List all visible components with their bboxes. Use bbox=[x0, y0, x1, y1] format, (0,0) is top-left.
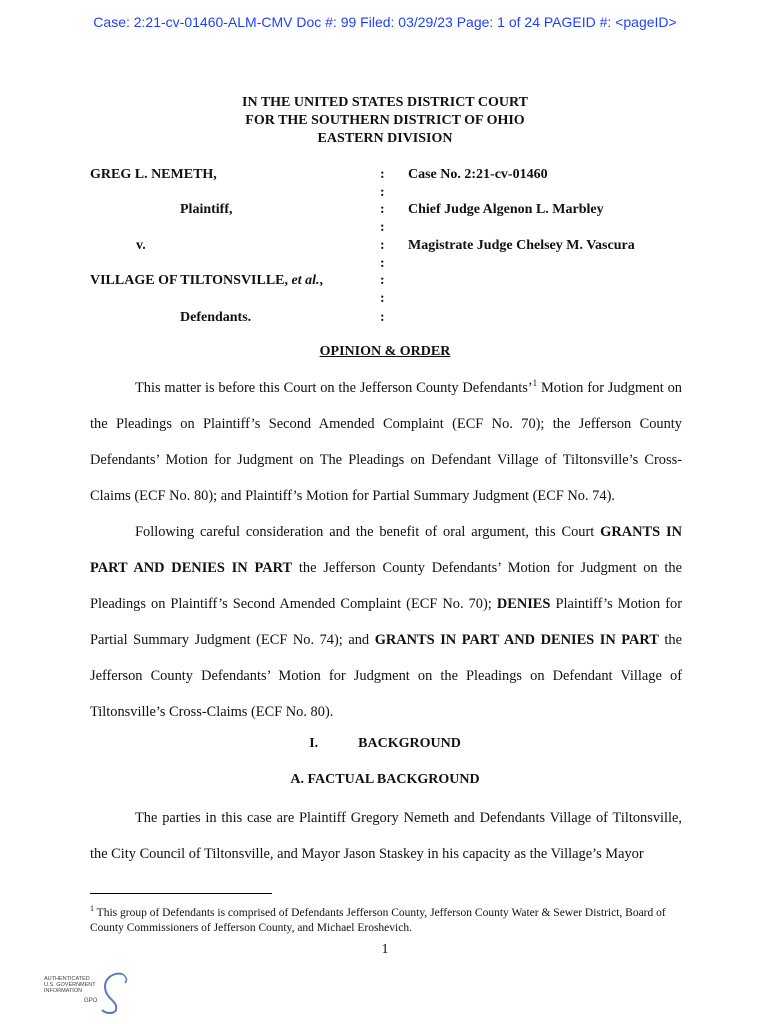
caption-colon: : bbox=[380, 220, 385, 235]
caption-colon: : bbox=[380, 167, 385, 182]
section-number: I. bbox=[309, 736, 319, 751]
subsection-heading: A. FACTUAL BACKGROUND bbox=[290, 772, 480, 787]
footnote: $^1$ This group of Defendants is comprised of Defendants Jefferson County, Jefferson County Water & Sewer District, Board of County Commissioners of Jefferson County, and Michael Eroshevich. bbox=[90, 904, 666, 934]
caption-colon: : bbox=[380, 273, 385, 288]
footnote-ref: 1 bbox=[532, 378, 538, 389]
gpo-eagle-icon bbox=[92, 970, 132, 1016]
case-number: Case No. 2:21-cv-01460 bbox=[408, 167, 548, 182]
caption-colon: : bbox=[380, 185, 385, 200]
defendant-role: Defendants. bbox=[180, 310, 252, 325]
caption-colon: : bbox=[380, 291, 385, 306]
section-title: BACKGROUND bbox=[358, 736, 461, 751]
caption-colon: : bbox=[380, 256, 385, 271]
gpo-mark: GPO bbox=[84, 998, 98, 1004]
versus: v. bbox=[136, 238, 146, 253]
caption-colon: : bbox=[380, 310, 385, 325]
paragraph-3: The parties in this case are Plaintiff Gregory Nemeth and Defendants Village of Tiltonsville, the City Council of Tiltonsville, and Mayor Jason Staskey in his capacity as the Village’s Mayor bbox=[90, 810, 682, 862]
court-heading bbox=[0, 94, 770, 148]
et-al: et al. bbox=[291, 273, 320, 288]
magistrate-judge: Magistrate Judge Chelsey M. Vascura bbox=[408, 238, 635, 253]
plaintiff-role: Plaintiff, bbox=[180, 202, 233, 217]
caption-colon: : bbox=[380, 202, 385, 217]
court-line-2: FOR THE SOUTHERN DISTRICT OF OHIO bbox=[245, 113, 525, 128]
court-line-1: IN THE UNITED STATES DISTRICT COURT bbox=[242, 95, 528, 110]
court-line-3: EASTERN DIVISION bbox=[317, 131, 453, 146]
gpo-authentication-logo: AUTHENTICATED U.S. GOVERNMENT INFORMATION GPO bbox=[44, 970, 134, 1018]
paragraph-2: Following careful consideration and the benefit of oral argument, this Court GRANTS IN PART AND DENIES IN PART the Jefferson County Defendants’ Motion for Judgment on the Pleadings on Plaintiff’s Second Amended Complaint (ECF No. 70); DENIES Plaintiff’s Motion for Partial Summary Judgment (ECF No. 74); and GRANTS IN PART AND DENIES IN PART the Jefferson County Defendants’ Motion for Judgment on the Pleadings on Defendant Village of Tiltonsville’s Cross-Claims (ECF No. 80). bbox=[90, 524, 683, 720]
document-title: OPINION & ORDER bbox=[319, 344, 451, 359]
paragraph-1: This matter is before this Court on the Jefferson County Defendants’$^1$ Motion for Judgment on the Pleadings on Plaintiff’s Second Amended Complaint (ECF No. 70); the Jefferson County Defendants’ Motion for Judgment on The Pleadings on Defendant Village of Tiltonsville’s Cross-Claims (ECF No. 80); and Plaintiff’s Motion for Partial Summary Judgment (ECF No. 74). bbox=[90, 378, 682, 504]
ecf-header: Case: 2:21-cv-01460-ALM-CMV Doc #: 99 Filed: 03/29/23 Page: 1 of 24 PAGEID #: <pageID> bbox=[93, 14, 677, 30]
chief-judge: Chief Judge Algenon L. Marbley bbox=[408, 202, 604, 217]
defendant-name: VILLAGE OF TILTONSVILLE, et al., bbox=[90, 273, 324, 288]
section-heading bbox=[0, 736, 770, 752]
footnote-number: 1 bbox=[90, 904, 94, 913]
caption-colon: : bbox=[380, 238, 385, 253]
plaintiff-name: GREG L. NEMETH, bbox=[90, 167, 217, 182]
page-number: 1 bbox=[381, 942, 389, 957]
footnote-divider bbox=[90, 893, 272, 894]
